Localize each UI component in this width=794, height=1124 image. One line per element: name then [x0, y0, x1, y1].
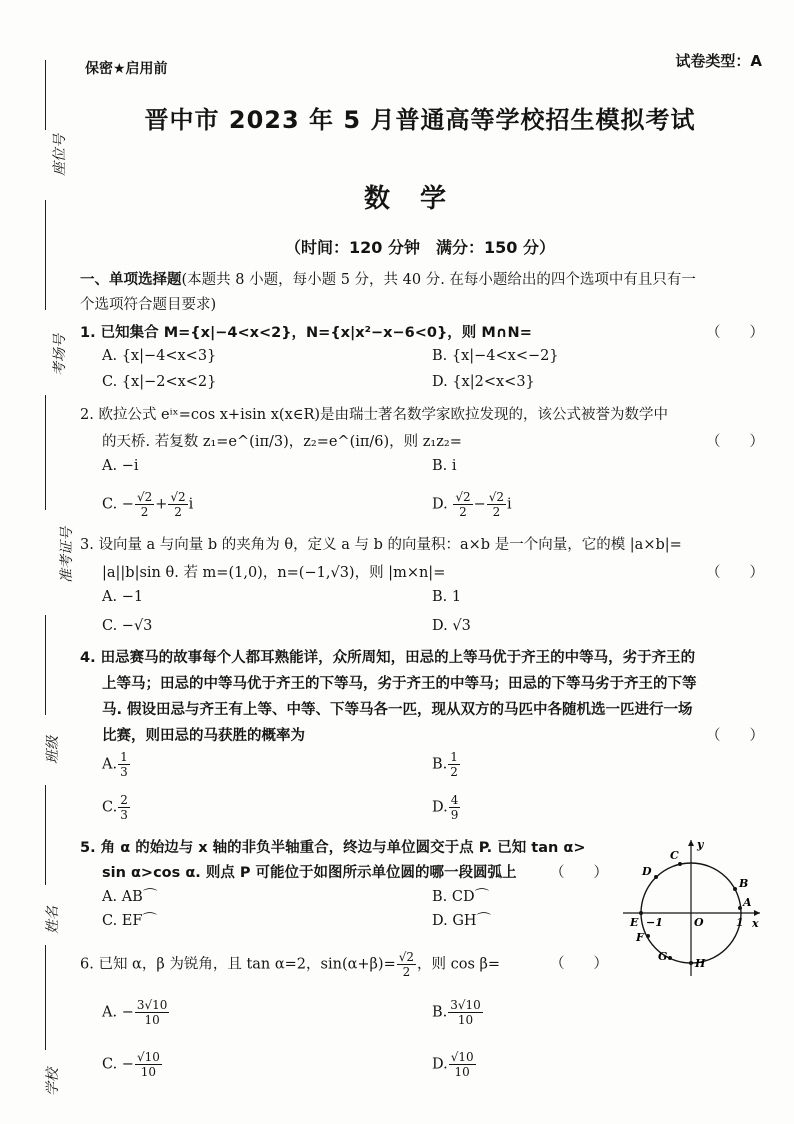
point-h-label: H — [695, 957, 706, 970]
q2-answer-blank[interactable]: （ ） — [706, 434, 764, 450]
q4-stem-cont: 比赛，则田忌的马获胜的概率为 — [102, 728, 305, 744]
point-b-label: B — [739, 877, 749, 890]
point-c-label: C — [670, 849, 679, 862]
point-d-label: D — [642, 865, 652, 878]
q6-stem: 6. 已知 α，β 为锐角，且 tan α=2，sin(α+β)= $\frac{√2}{2}$ ，则 cos β= — [80, 950, 501, 979]
q2-option-b: B. i — [432, 458, 457, 474]
q4-option-a: A. $\frac{1}{3}$ — [102, 750, 128, 779]
q1-option-c: C. {x|−2<x<2} — [102, 374, 217, 390]
point-g — [668, 956, 672, 960]
one-label: 1 — [736, 916, 744, 929]
neg-one-label: −1 — [646, 916, 663, 929]
q5-stem: 5. 角 α 的始边与 x 轴的非负半轴重合，终边与单位圆交于点 P. 已知 tan α> — [80, 840, 586, 856]
q3-option-a: A. −1 — [102, 589, 144, 605]
margin-line — [45, 395, 46, 510]
point-g-label: G — [658, 950, 668, 963]
point-b — [733, 887, 737, 891]
q3-option-b: B. 1 — [432, 589, 462, 605]
q2-option-d: D. $\frac{√2}{2}$ − $\frac{√2}{2}$ i — [432, 490, 512, 519]
q5-option-b: B. CD⌒ — [432, 889, 490, 905]
subject-title: 数学 — [363, 184, 476, 214]
y-axis-label: y — [697, 838, 704, 851]
q5-option-c: C. EF⌒ — [102, 913, 157, 929]
point-e-label: E — [630, 916, 639, 929]
x-axis-label: x — [752, 917, 759, 930]
q3-option-d: D. √3 — [432, 618, 471, 634]
class-field-label: 班级 — [45, 736, 61, 764]
q4-stem-cont: 马. 假设田忌与齐王有上等、中等、下等马各一匹，现从双方的马匹中各随机选一匹进行一场 — [102, 702, 693, 718]
exam-title: 晋中市 2023 年 5 月普通高等学校招生模拟考试 — [144, 106, 696, 134]
q6-option-d: D. $\frac{√10}{10}$ — [432, 1050, 474, 1079]
q4-option-c: C. $\frac{2}{3}$ — [102, 793, 128, 822]
point-h — [689, 961, 693, 965]
y-axis-arrow — [688, 840, 694, 846]
q6-option-b: B. $\frac{3√10}{10}$ — [432, 998, 481, 1027]
q4-option-d: D. $\frac{4}{9}$ — [432, 793, 459, 822]
q6-option-a: A. − $\frac{3√10}{10}$ — [102, 998, 168, 1027]
q5-stem-cont: sin α>cos α. 则点 P 可能位于如图所示单位圆的哪一段圆弧上 — [102, 865, 517, 881]
q4-option-b: B. $\frac{1}{2}$ — [432, 750, 458, 779]
margin-line — [45, 615, 46, 715]
q2-option-a: A. −i — [102, 458, 139, 474]
q1-option-b: B. {x|−4<x<−2} — [432, 348, 559, 364]
name-field-label: 姓名 — [45, 906, 61, 934]
margin-line — [45, 945, 46, 1050]
q4-stem: 4. 田忌赛马的故事每个人都耳熟能详，众所周知，田忌的上等马优于齐王的中等马，劣于齐王的 — [80, 650, 696, 666]
q3-answer-blank[interactable]: （ ） — [706, 565, 764, 581]
seat-field-label: 座位号 — [52, 134, 68, 176]
room-field-label: 考场号 — [52, 334, 68, 376]
q3-stem: 3. 设向量 a 与向量 b 的夹角为 θ，定义 a 与 b 的向量积：a×b 是一个向量，它的模 |a×b|= — [80, 537, 682, 553]
point-a — [738, 906, 742, 910]
q2-option-c: C. − $\frac{√2}{2}$ + $\frac{√2}{2}$ i — [102, 490, 194, 519]
q1-stem: 1. 已知集合 M={x|−4<x<2}，N={x|x²−x−6<0}，则 M∩N= — [80, 325, 532, 341]
point-a-label: A — [743, 896, 752, 909]
confidential-label: 保密★启用前 — [85, 61, 168, 77]
q5-option-a: A. AB⌒ — [102, 889, 158, 905]
q6-option-c: C. − $\frac{√10}{10}$ — [102, 1050, 160, 1079]
q3-stem-cont: |a||b|sin θ. 若 m=(1,0)，n=(−1,√3)，则 |m×n|= — [102, 565, 446, 581]
point-c — [678, 862, 682, 866]
q3-option-c: C. −√3 — [102, 618, 153, 634]
q1-option-d: D. {x|2<x<3} — [432, 374, 535, 390]
q5-answer-blank[interactable]: （ ） — [550, 865, 608, 881]
margin-line — [45, 200, 46, 310]
q1-answer-blank[interactable]: （ ） — [706, 325, 764, 341]
point-e — [639, 911, 643, 915]
q2-stem-cont: 的天桥. 若复数 z₁=e^(iπ/3)，z₂=e^(iπ/6)，则 z₁z₂= — [102, 434, 462, 450]
point-f-label: F — [636, 931, 644, 944]
point-f — [646, 934, 650, 938]
section-description-cont: 个选项符合题目要求) — [80, 297, 217, 313]
ticket-field-label: 准考证号 — [59, 527, 75, 583]
section-title: 一、单项选择题 — [80, 272, 182, 288]
margin-line — [45, 785, 46, 885]
point-d — [654, 875, 658, 879]
time-info: （时间：120 分钟 满分：150 分） — [285, 238, 555, 257]
margin-line — [45, 60, 46, 130]
q4-answer-blank[interactable]: （ ） — [706, 728, 764, 744]
origin-label: O — [694, 916, 704, 929]
q6-answer-blank[interactable]: （ ） — [550, 956, 608, 972]
school-field-label: 学校 — [45, 1068, 61, 1096]
q1-option-a: A. {x|−4<x<3} — [102, 348, 217, 364]
q4-stem-cont: 上等马；田忌的中等马优于齐王的下等马，劣于齐王的中等马；田忌的下等马劣于齐王的下等 — [102, 676, 697, 692]
x-axis-arrow — [754, 910, 760, 916]
unit-circle-figure — [618, 836, 768, 981]
paper-type-label: 试卷类型：A — [675, 52, 762, 70]
section-description: (本题共 8 小题，每小题 5 分，共 40 分. 在每小题给出的四个选项中有且只有一 — [181, 272, 696, 288]
q5-option-d: D. GH⌒ — [432, 913, 492, 929]
section-heading — [80, 268, 696, 289]
q2-stem: 2. 欧拉公式 eⁱˣ=cos x+isin x(x∈R)是由瑞士著名数学家欧拉发现的，该公式被誉为数学中 — [80, 407, 669, 423]
